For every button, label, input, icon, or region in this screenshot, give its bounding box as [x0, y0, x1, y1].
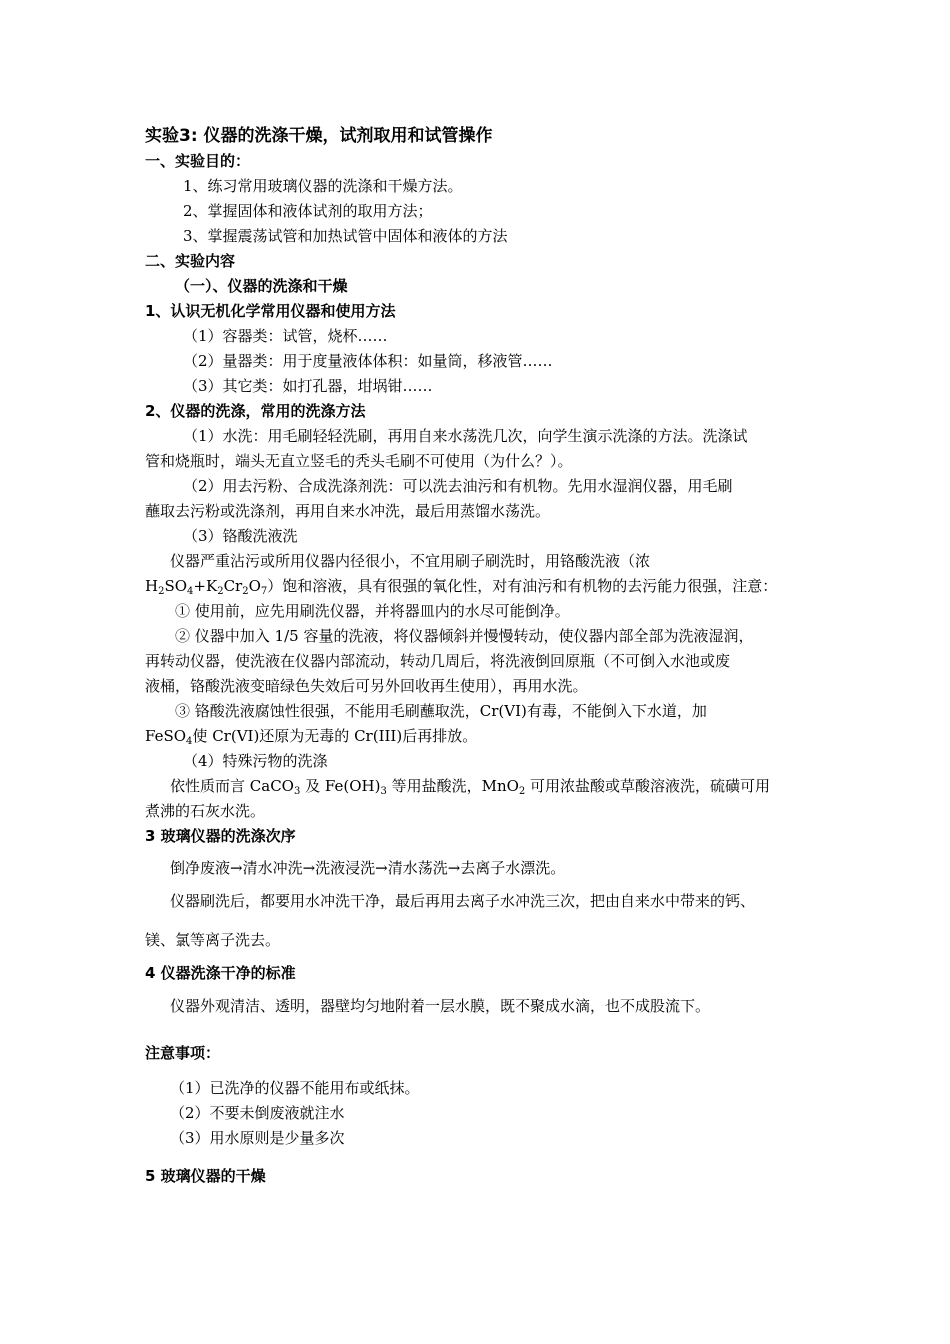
paragraph-line: 依性质而言 CaCO$_3$ 及 $Fe(OH)_3$ 等用盐酸洗，MnO$_2$ 可用浓盐酸或草酸溶液洗，硫磺可用 — [170, 777, 771, 797]
paragraph-line: 再转动仪器，使洗液在仪器内部流动，转动几周后，将洗液倒回原瓶（不可倒入水池或废 — [145, 652, 731, 670]
page-title: 实验3: 仪器的洗涤干燥，试剂取用和试管操作 — [145, 126, 493, 146]
paragraph-line: （1）水洗：用毛刷轻轻洗刷，再用自来水荡洗几次，向学生演示洗涤的方法。洗涤试 — [183, 427, 748, 445]
section-heading-objectives: 一、实验目的： — [145, 152, 251, 170]
objective-item: 1、练习常用玻璃仪器的洗涤和干燥方法。 — [183, 177, 463, 195]
list-item: （2）量器类：用于度量液体体积：如量筒，移液管…… — [183, 352, 553, 370]
paragraph-line: 仪器严重沾污或所用仪器内径很小，不宜用刷子刷洗时，用铬酸洗液（浓 — [170, 552, 651, 570]
paragraph-line: （2）用去污粉、合成洗涤剂洗：可以洗去油污和有机物。先用水湿润仪器，用毛刷 — [183, 477, 733, 495]
heading-instruments: 1、认识无机化学常用仪器和使用方法 — [145, 302, 396, 320]
list-item: （3）用水原则是少量多次 — [170, 1129, 345, 1147]
paragraph-line: 镁、氯等离子洗去。 — [145, 931, 281, 949]
subsection-heading: （一）、仪器的洗涤和干燥 — [175, 277, 348, 295]
paragraph-line: $H_2SO_4+K_2Cr_2O_7$）饱和溶液，具有很强的氧化性，对有油污和有机物的去污能力很强，注意： — [145, 577, 778, 597]
list-item: （1）已洗净的仪器不能用布或纸抹。 — [170, 1079, 420, 1097]
paragraph-line: 倒净废液→清水冲洗→洗液浸洗→清水荡洗→去离子水漂洗。 — [170, 859, 566, 877]
paragraph-line: ③ 铬酸洗液腐蚀性很强，不能用毛刷蘸取洗，Cr(VI)有毒，不能倒入下水道，加 — [175, 702, 707, 720]
list-item: （3）其它类：如打孔器，坩埚钳…… — [183, 377, 433, 395]
paragraph-line: FeSO$_4$使 Cr(VI)还原为无毒的 Cr(III)后再排放。 — [145, 727, 478, 747]
section-heading-content: 二、实验内容 — [145, 252, 236, 270]
list-item: （1）容器类：试管，烧杯…… — [183, 327, 388, 345]
paragraph-line: ① 使用前，应先用刷洗仪器，并将器皿内的水尽可能倒净。 — [175, 602, 570, 620]
heading-washing-methods: 2、仪器的洗涤，常用的洗涤方法 — [145, 402, 366, 420]
objective-item: 2、掌握固体和液体试剂的取用方法； — [183, 202, 433, 220]
list-item: （2）不要未倒废液就注水 — [170, 1104, 345, 1122]
heading-drying: 5 玻璃仪器的干燥 — [145, 1167, 266, 1185]
paragraph-line: 管和烧瓶时，端头无直立竖毛的秃头毛刷不可使用（为什么？）。 — [145, 452, 573, 470]
objective-item: 3、掌握震荡试管和加热试管中固体和液体的方法 — [183, 227, 508, 245]
list-item: （4）特殊污物的洗涤 — [183, 752, 328, 770]
heading-clean-standard: 4 仪器洗涤干净的标准 — [145, 964, 296, 982]
paragraph-line: 煮沸的石灰水洗。 — [145, 802, 266, 820]
paragraph-line: 仪器刷洗后，都要用水冲洗干净，最后再用去离子水冲洗三次，把由自来水中带来的钙、 — [170, 892, 756, 910]
paragraph-line: 液桶，铬酸洗液变暗绿色失效后可另外回收再生使用），再用水洗。 — [145, 677, 588, 695]
heading-washing-order: 3 玻璃仪器的洗涤次序 — [145, 827, 296, 845]
paragraph-line: 蘸取去污粉或洗涤剂，再用自来水冲洗，最后用蒸馏水荡洗。 — [145, 502, 551, 520]
list-item: （3）铬酸洗液洗 — [183, 527, 298, 545]
paragraph-line: 仪器外观清洁、透明，器壁均匀地附着一层水膜，既不聚成水滴，也不成股流下。 — [170, 997, 711, 1015]
heading-attention: 注意事项： — [145, 1044, 221, 1062]
paragraph-line: ② 仪器中加入 1/5 容量的洗液，将仪器倾斜并慢慢转动，使仪器内部全部为洗液湿润， — [175, 627, 754, 645]
